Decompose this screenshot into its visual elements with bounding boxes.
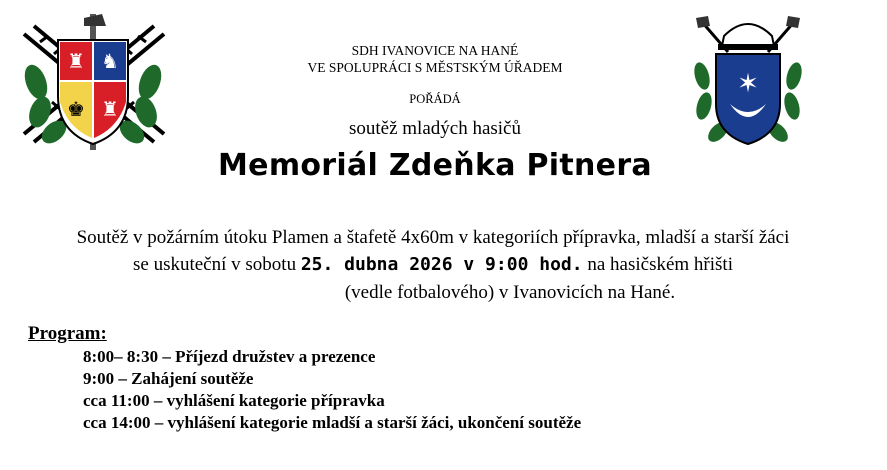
program-list [83, 346, 581, 434]
event-subtitle: soutěž mladých hasičů [348, 118, 521, 139]
description-prefix: se uskuteční v sobotu [133, 254, 301, 275]
event-date: 25. dubna 2026 v 9:00 hod. [300, 254, 583, 275]
program-item: 9:00 – Zahájení soutěže [83, 369, 254, 388]
svg-text:♜: ♜ [67, 49, 85, 73]
organizer-line-1: SDH IVANOVICE NA HANÉ [351, 43, 519, 58]
program-item: cca 14:00 – vyhlášení kategorie mladší a starší žáci, ukončení soutěže [83, 413, 582, 432]
svg-text:♜: ♜ [101, 97, 119, 121]
description-line-1: Soutěž v požárním útoku Plamen a štafetě 4x60m v kategoriích přípravka, mladší a starší žáci [76, 227, 790, 248]
svg-text:✶: ✶ [737, 69, 759, 99]
program-label: Program: [28, 323, 107, 344]
program-item: cca 11:00 – vyhlášení kategorie přípravka [83, 391, 385, 410]
program-item: 8:00– 8:30 – Příjezd družstev a prezence [83, 347, 376, 366]
presents-label: POŘÁDÁ [409, 92, 461, 106]
description-line-2 [0, 252, 866, 278]
description-line-3: (vedle fotbalového) v Ivanovicích na Hané. [344, 282, 676, 303]
description-suffix: na hasičském hřišti [582, 254, 733, 275]
fire-brigade-emblem-icon [14, 12, 172, 152]
town-coat-of-arms-icon [688, 12, 808, 152]
svg-text:♞: ♞ [101, 49, 119, 73]
organizer-line-2: VE SPOLUPRÁCI S MĚSTSKÝM ÚŘADEM [307, 60, 563, 75]
svg-text:♚: ♚ [67, 97, 85, 121]
event-title: Memoriál Zdeňka Pitnera [218, 148, 652, 183]
